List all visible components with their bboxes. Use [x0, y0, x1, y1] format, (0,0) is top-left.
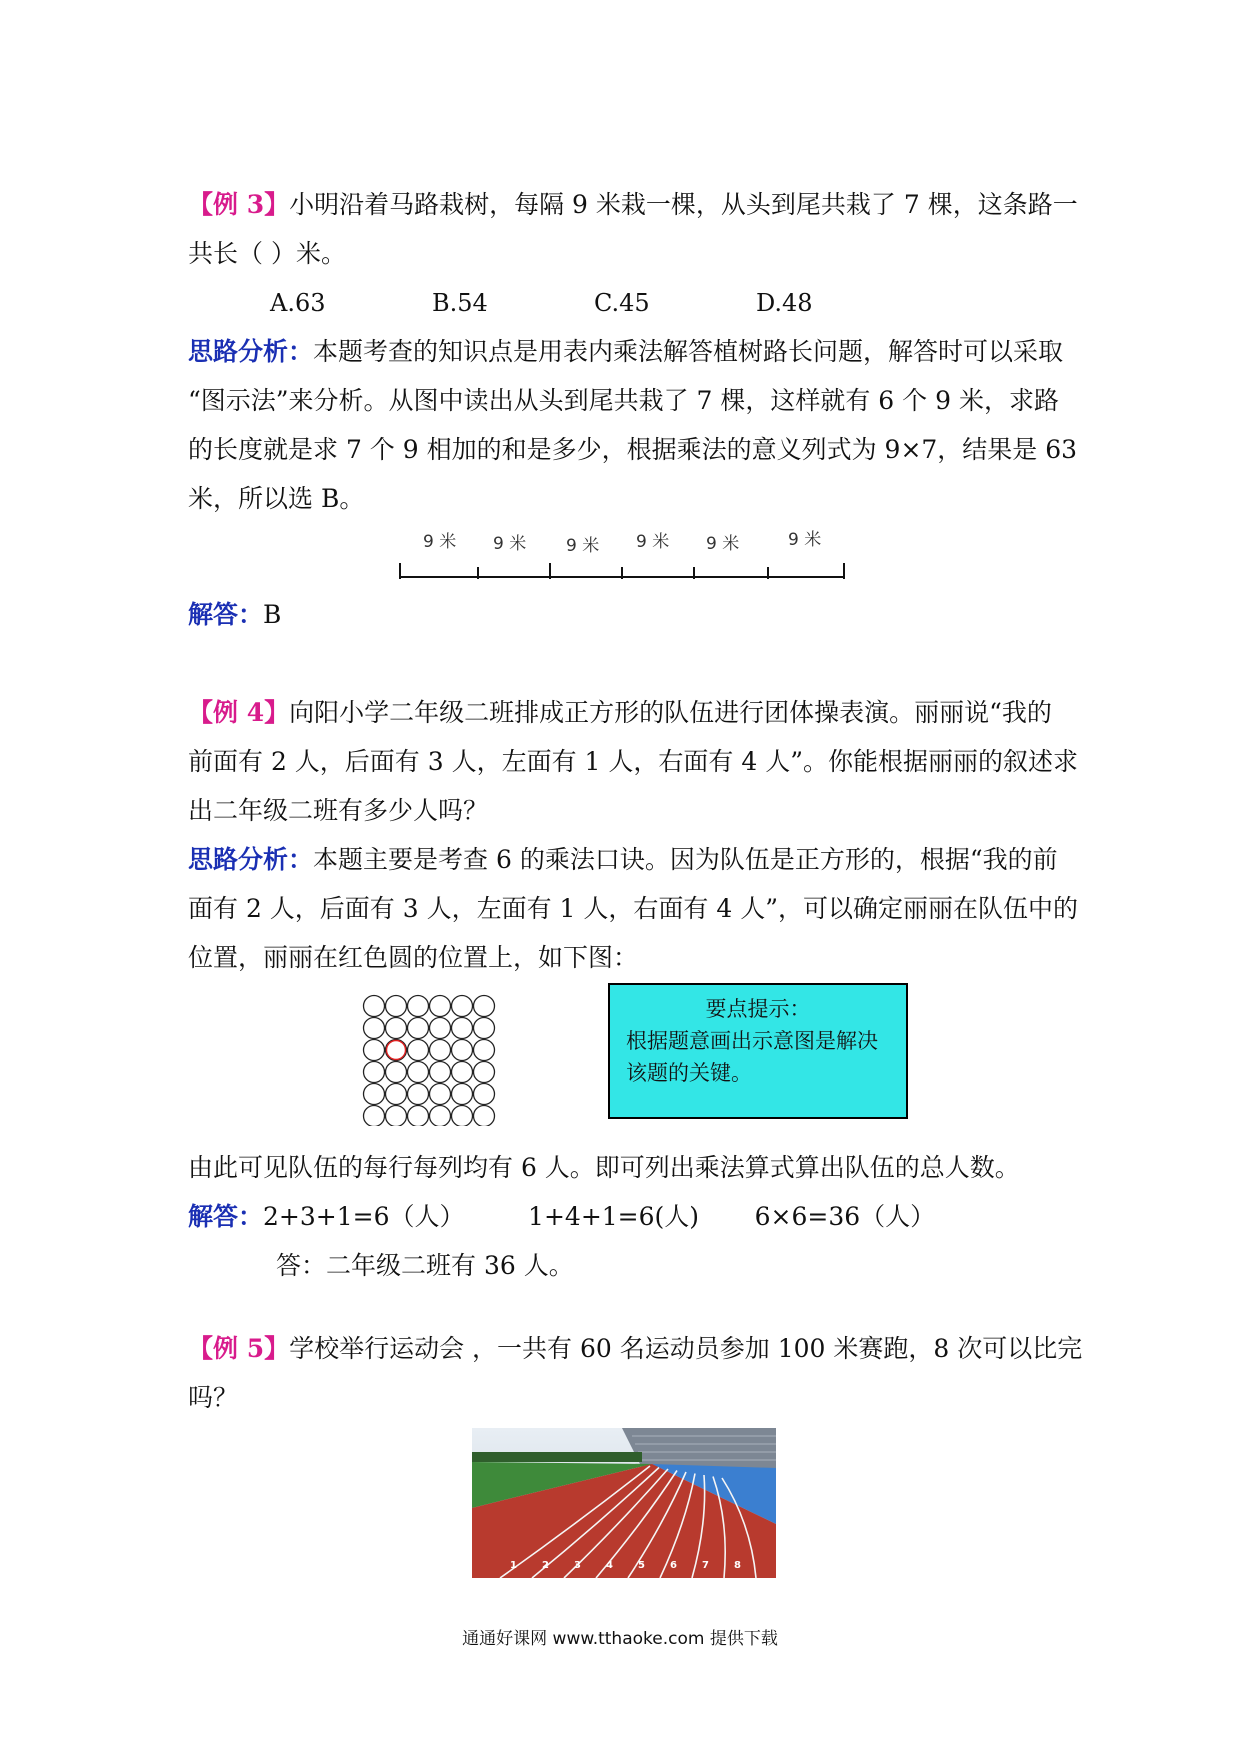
ex3-analysis-line3: 的长度就是求 7 个 9 相加的和是多少，根据乘法的意义列式为 9×7，结果是 63 — [188, 435, 1078, 464]
person-circle — [364, 1084, 385, 1105]
person-circle — [452, 996, 473, 1017]
person-circle — [452, 1040, 473, 1061]
ex4-label: 【例 4】 — [188, 698, 290, 727]
person-circle — [430, 1040, 451, 1061]
person-circle — [386, 1106, 407, 1127]
person-circle — [386, 1040, 407, 1061]
ex3-analysis-line2: “图示法”来分析。从图中读出从头到尾共栽了 7 棵，这样就有 6 个 9 米，求路 — [188, 386, 1059, 415]
ex5-question-line1 — [188, 1334, 1083, 1364]
ex3-option-c: C.45 — [594, 289, 650, 317]
ex3-answer: B — [263, 600, 282, 629]
person-circle — [452, 1062, 473, 1083]
ex4-answer-line — [188, 1202, 1058, 1232]
ex3-analysis-label: 思路分析： — [188, 337, 314, 366]
ex4-analysis-line3: 位置，丽丽在红色圆的位置上，如下图： — [188, 943, 639, 972]
running-track-photo — [472, 1428, 776, 1578]
hint-box — [608, 983, 908, 1119]
person-circle — [474, 996, 495, 1017]
ex3-analysis-line4: 米，所以选 B。 — [188, 484, 365, 513]
hint-title: 要点提示： — [705, 997, 811, 1021]
segment-label-4: 9 米 — [636, 532, 670, 552]
lane-number: 1 — [510, 1560, 517, 1571]
person-circle — [386, 1062, 407, 1083]
lane-number: 6 — [670, 1560, 677, 1571]
ex5-label: 【例 5】 — [188, 1334, 290, 1363]
ex3-text-1: 小明沿着马路栽树，每隔 9 米栽一棵，从头到尾共栽了 7 棵，这条路一 — [289, 190, 1078, 219]
ex4-question-line1 — [188, 698, 1058, 728]
person-circle — [386, 1084, 407, 1105]
ex3-question-line2: 共长（ ）米。 — [188, 239, 346, 268]
person-circle — [474, 1018, 495, 1039]
ex3-option-a: A.63 — [270, 289, 326, 317]
ex3-label: 【例 3】 — [188, 190, 290, 219]
ex4-text-1: 向阳小学二年级二班排成正方形的队伍进行团体操表演。丽丽说“我的 — [289, 698, 1052, 727]
person-circle — [408, 1084, 429, 1105]
person-circle — [408, 1106, 429, 1127]
ex3-analysis-line1 — [188, 337, 1064, 367]
person-circle — [386, 1018, 407, 1039]
person-circle — [474, 1084, 495, 1105]
ex4-answer-equations: 2+3+1=6（人） 1+4+1=6(人) 6×6=36（人） — [263, 1202, 936, 1231]
person-circle — [430, 996, 451, 1017]
segment-label-5: 9 米 — [706, 534, 740, 554]
footer-credit: 通通好课网 www.tthaoke.com 提供下载 — [462, 1629, 778, 1649]
person-circle — [364, 1062, 385, 1083]
person-circle — [408, 1018, 429, 1039]
tree-spacing-diagram — [398, 525, 848, 587]
ex5-question-line2: 吗？ — [188, 1383, 239, 1412]
person-circle — [408, 1040, 429, 1061]
ex4-analysis-text-1: 本题主要是考查 6 的乘法口诀。因为队伍是正方形的，根据“我的前 — [313, 845, 1058, 874]
ex4-analysis-label: 思路分析： — [188, 845, 314, 874]
ex3-option-d: D.48 — [756, 289, 813, 317]
segment-label-6: 9 米 — [788, 530, 822, 550]
ex4-analysis-line2: 面有 2 人，后面有 3 人，左面有 1 人，右面有 4 人”，可以确定丽丽在队伍中的 — [188, 894, 1078, 923]
ex4-question-line2: 前面有 2 人，后面有 3 人，左面有 1 人，右面有 4 人”。你能根据丽丽的叙述求 — [188, 747, 1078, 776]
person-circle — [452, 1018, 473, 1039]
person-circle — [430, 1106, 451, 1127]
lane-number: 3 — [574, 1560, 581, 1571]
lane-number: 8 — [734, 1560, 741, 1571]
lili-highlight-circle — [387, 1041, 406, 1060]
tree-line — [472, 1452, 642, 1462]
lane-number: 4 — [606, 1560, 613, 1571]
person-circle — [452, 1106, 473, 1127]
segment-label-2: 9 米 — [493, 534, 527, 554]
ex4-answer-label: 解答： — [188, 1202, 264, 1231]
ex3-answer-line — [188, 600, 1058, 630]
ex3-analysis-text-1: 本题考查的知识点是用表内乘法解答植树路长问题，解答时可以采取 — [313, 337, 1064, 366]
ex5-text-1: 学校举行运动会 ，一共有 60 名运动员参加 100 米赛跑，8 次可以比完 — [289, 1334, 1083, 1363]
person-circle — [386, 996, 407, 1017]
ex4-analysis-line1 — [188, 845, 1058, 875]
person-circle — [408, 996, 429, 1017]
ex3-answer-label: 解答： — [188, 600, 264, 629]
ex4-answer-text: 答：二年级二班有 36 人。 — [276, 1251, 574, 1280]
lane-number: 5 — [638, 1560, 645, 1571]
ex3-question-line1 — [188, 190, 1078, 220]
ex3-option-b: B.54 — [432, 289, 488, 317]
hint-body: 根据题意画出示意图是解决该题的关键。 — [626, 1029, 878, 1085]
person-circle — [474, 1106, 495, 1127]
person-circle — [364, 1018, 385, 1039]
ex4-conclusion: 由此可见队伍的每行每列均有 6 人。即可列出乘法算式算出队伍的总人数。 — [188, 1153, 1020, 1182]
segment-label-1: 9 米 — [423, 532, 457, 552]
person-circle — [364, 1040, 385, 1061]
person-circle — [430, 1084, 451, 1105]
person-circle — [408, 1062, 429, 1083]
stadium-stands — [622, 1428, 776, 1470]
lane-number: 2 — [542, 1560, 549, 1571]
person-circle — [474, 1040, 495, 1061]
person-circle — [364, 996, 385, 1017]
ex4-question-line3: 出二年级二班有多少人吗？ — [188, 796, 489, 825]
lane-number: 7 — [702, 1560, 709, 1571]
person-circle — [474, 1062, 495, 1083]
person-circle — [430, 1018, 451, 1039]
person-circle — [430, 1062, 451, 1083]
segment-label-3: 9 米 — [566, 536, 600, 556]
person-circle — [452, 1084, 473, 1105]
formation-circle-grid — [362, 994, 496, 1126]
person-circle — [364, 1106, 385, 1127]
